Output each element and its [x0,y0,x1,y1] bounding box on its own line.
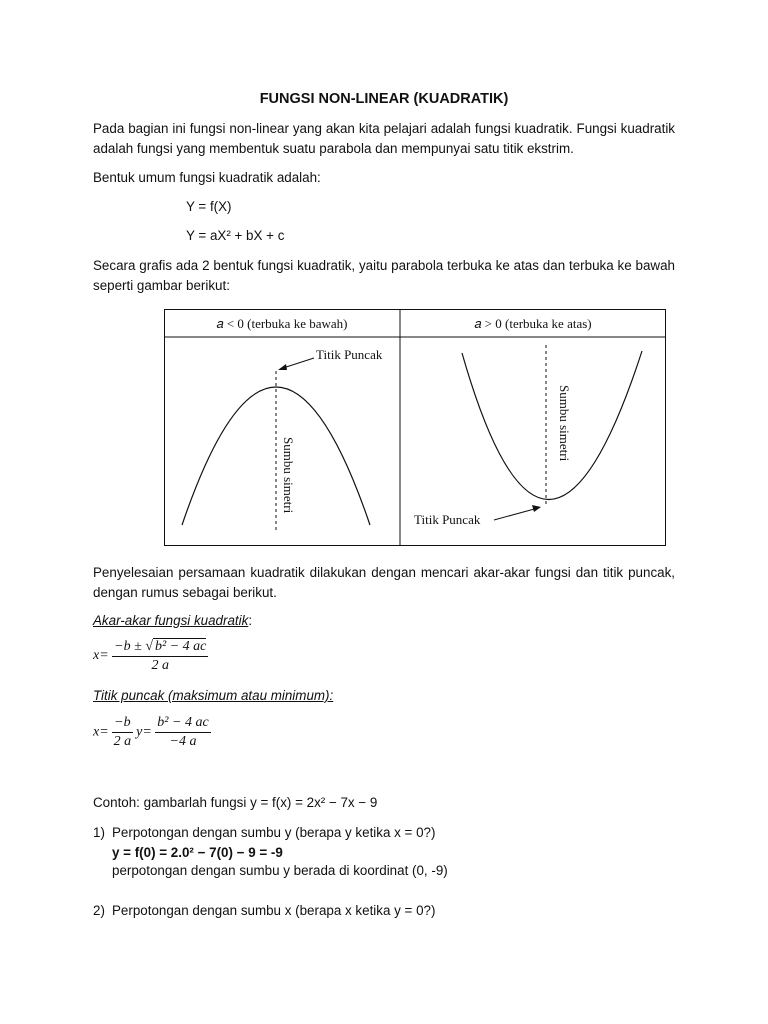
vertex-formula [93,715,211,750]
roots-formula-fraction [112,638,208,674]
example-line: Contoh: gambarlah fungsi y = f(x) = 2x² − 7x − 9 [93,795,378,810]
figure-border [165,310,666,546]
left-column-header: 𝑎 < 0 (terbuka ke bawah) [216,316,348,331]
roots-formula-denominator: 2 a [151,658,170,673]
page-title: FUNGSI NON-LINEAR (KUADRATIK) [259,91,509,107]
right-axis-label: Sumbu simetri [557,385,572,462]
roots-formula [93,638,208,674]
vertex-x-lhs: x= [93,724,109,740]
equation-general-form: Y = aX² + bX + c [186,228,285,243]
roots-heading-text: Akar-akar fungsi kuadratik [93,613,249,628]
left-vertex-arrowhead [278,364,287,370]
step1-result: perpotongan dengan sumbu y berada di koordinat (0, -9) [112,863,448,878]
roots-formula-numerator: −b ± √ b² − 4 ac [112,638,208,657]
vertex-y-denominator: −4 a [169,734,197,749]
right-vertex-label: Titik Puncak [414,512,481,527]
roots-numerator-prefix: −b ± [114,639,146,654]
step2-text: Perpotongan dengan sumbu x (berapa x ketika y = 0?) [112,903,436,918]
roots-heading-colon: : [248,613,253,628]
vertex-y-lhs: y= [136,724,152,740]
right-vertex-arrowhead [532,505,541,512]
vertex-x-fraction [112,715,132,750]
parabola-figure [164,309,666,546]
upward-parabola [462,351,642,500]
vertex-x-denominator: 2 a [113,734,132,749]
right-column-header: 𝑎 > 0 (terbuka ke atas) [474,316,592,331]
vertex-y-numerator: b² − 4 ac [155,715,210,733]
parabola-figure-svg [164,309,666,546]
roots-numerator-radicand: b² − 4 ac [155,639,207,654]
vertex-heading-text: Titik puncak (maksimum atau minimum): [93,688,334,703]
vertex-y-fraction [155,715,210,750]
left-vertex-label: Titik Puncak [316,347,383,362]
right-vertex-arrow [494,508,538,520]
step1-number: 1) [93,825,105,840]
step1-text: Perpotongan dengan sumbu y (berapa y ketika x = 0?) [112,825,436,840]
equation-y-fx: Y = f(X) [186,199,232,214]
general-form-label: Bentuk umum fungsi kuadratik adalah: [93,170,321,185]
intro-paragraph: Pada bagian ini fungsi non-linear yang akan kita pelajari adalah fungsi kuadratik. Fungsi kuadratik adalah fungsi yang membentuk suatu parabola dan mempunyai satu titik ekstrim. [93,121,675,156]
solution-intro-paragraph: Penyelesaian persamaan kuadratik dilakukan dengan mencari akar-akar fungsi dan titik puncak, dengan rumus sebagai berikut. [93,565,675,600]
graph-intro-paragraph: Secara grafis ada 2 bentuk fungsi kuadratik, yaitu parabola terbuka ke atas dan terbuka ke bawah seperti gambar berikut: [93,258,675,293]
roots-heading [93,613,252,628]
vertex-heading [93,688,333,703]
step2-number: 2) [93,903,105,918]
roots-formula-lhs: x= [93,648,109,664]
step1-calculation: y = f(0) = 2.0² − 7(0) − 9 = -9 [112,845,283,860]
left-axis-label: Sumbu simetri [281,437,296,514]
vertex-x-numerator: −b [112,715,132,733]
